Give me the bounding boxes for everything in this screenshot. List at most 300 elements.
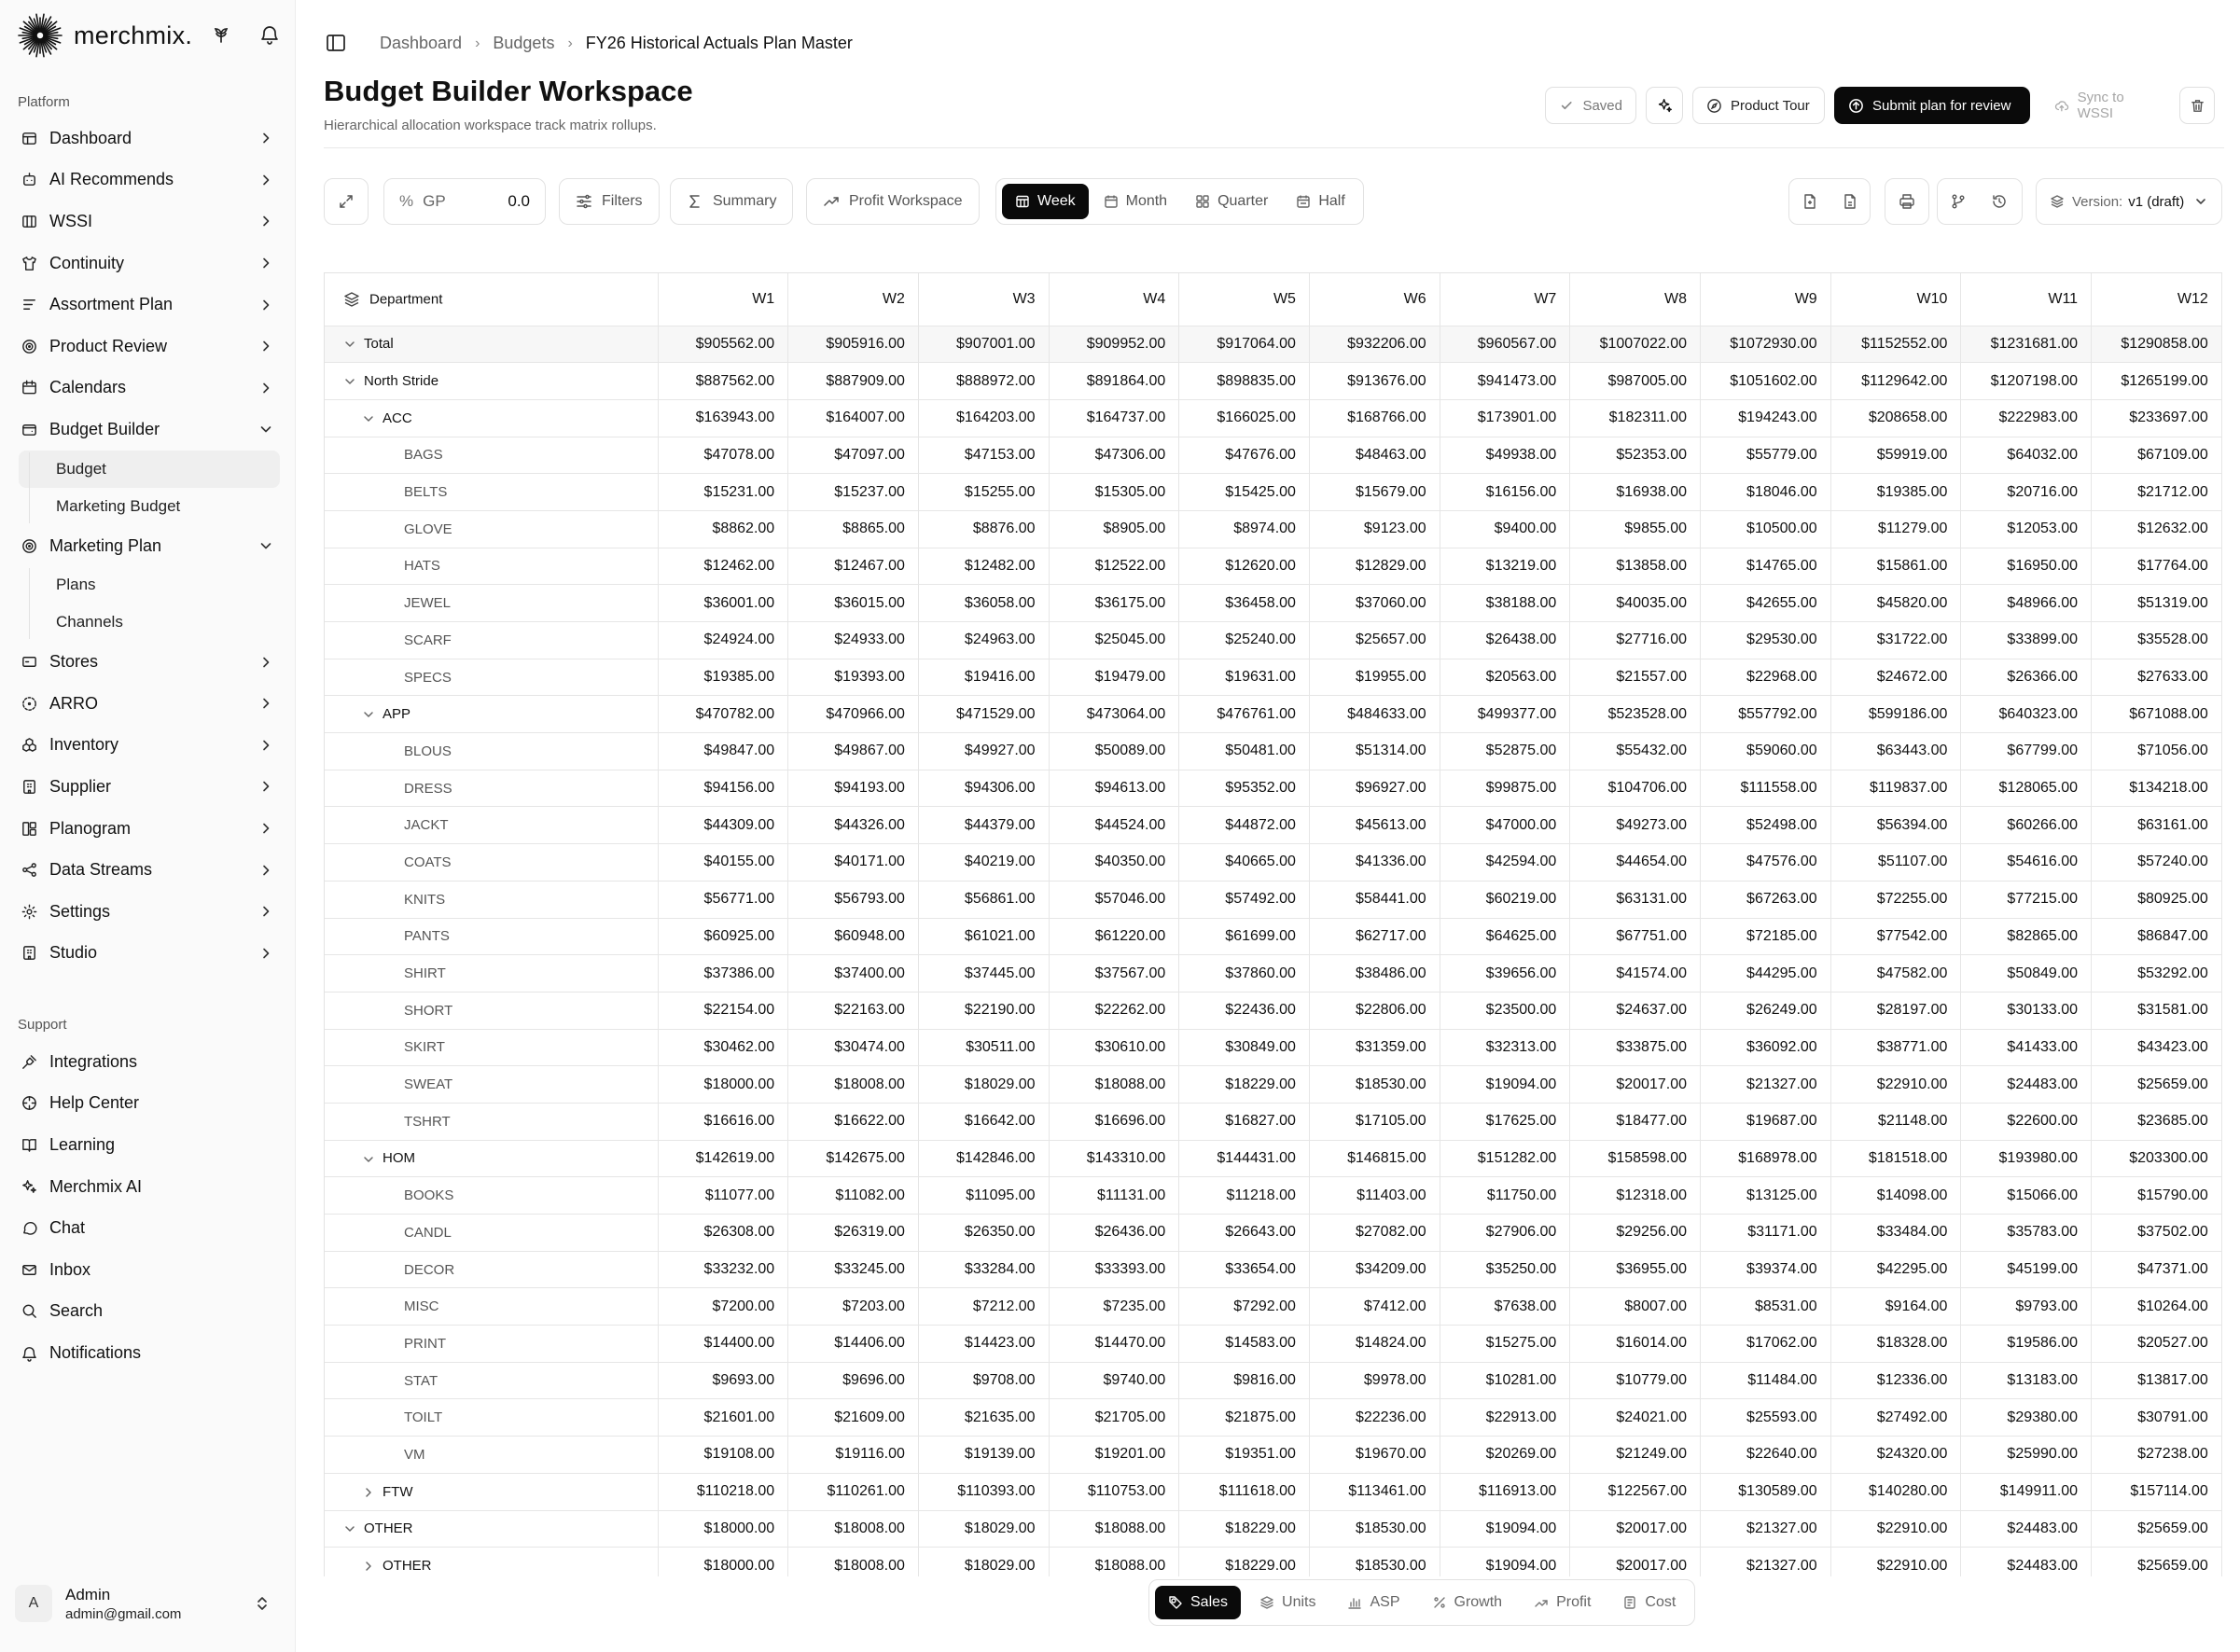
table-cell[interactable]: $110753.00 — [1049, 1473, 1179, 1510]
table-row[interactable] — [325, 1103, 2221, 1140]
table-cell[interactable]: $14400.00 — [658, 1326, 788, 1363]
table-cell[interactable]: $47371.00 — [2092, 1251, 2222, 1288]
table-cell[interactable]: $44654.00 — [1570, 844, 1701, 882]
table-cell[interactable]: $21609.00 — [788, 1399, 919, 1437]
table-cell[interactable]: $32313.00 — [1440, 1029, 1570, 1066]
bell-icon[interactable] — [256, 21, 284, 49]
table-cell[interactable]: $104706.00 — [1570, 770, 1701, 807]
table-cell[interactable]: $10264.00 — [2092, 1288, 2222, 1326]
table-cell[interactable]: $14824.00 — [1309, 1326, 1440, 1363]
sidebar-item-data-streams[interactable] — [9, 849, 286, 891]
table-cell[interactable]: $21327.00 — [1701, 1548, 1831, 1576]
sidebar-item-studio[interactable] — [9, 933, 286, 975]
caret-right-icon[interactable] — [362, 1560, 375, 1573]
table-cell[interactable]: $15425.00 — [1179, 474, 1310, 511]
sidebar-item-stores[interactable] — [9, 641, 286, 683]
table-row[interactable] — [325, 1066, 2221, 1104]
table-cell[interactable]: $19670.00 — [1309, 1437, 1440, 1474]
table-cell[interactable]: $36175.00 — [1049, 585, 1179, 622]
table-cell[interactable]: $51314.00 — [1309, 733, 1440, 770]
table-cell[interactable]: $37386.00 — [658, 955, 788, 993]
table-cell[interactable]: $12336.00 — [1830, 1362, 1961, 1399]
table-cell[interactable]: $41433.00 — [1961, 1029, 2092, 1066]
table-cell[interactable]: $50481.00 — [1179, 733, 1310, 770]
table-cell[interactable]: $484633.00 — [1309, 696, 1440, 733]
caret-down-icon[interactable] — [343, 375, 356, 388]
table-cell[interactable]: $119837.00 — [1830, 770, 1961, 807]
table-cell[interactable]: $77215.00 — [1961, 881, 2092, 918]
table-cell[interactable]: $18000.00 — [658, 1548, 788, 1576]
table-cell[interactable]: $37445.00 — [918, 955, 1049, 993]
metric-tab-asp[interactable] — [1334, 1586, 1412, 1619]
table-cell[interactable]: $20017.00 — [1570, 1066, 1701, 1104]
table-cell[interactable]: $67799.00 — [1961, 733, 2092, 770]
sidebar-toggle-icon[interactable] — [325, 32, 347, 54]
table-cell[interactable]: $11484.00 — [1701, 1362, 1831, 1399]
table-cell[interactable]: $30791.00 — [2092, 1399, 2222, 1437]
table-cell[interactable]: $49867.00 — [788, 733, 919, 770]
table-cell[interactable]: $49273.00 — [1570, 807, 1701, 844]
table-cell[interactable]: $146815.00 — [1309, 1140, 1440, 1177]
table-cell[interactable]: $168978.00 — [1701, 1140, 1831, 1177]
table-row[interactable] — [325, 474, 2221, 511]
table-cell[interactable]: $24483.00 — [1961, 1510, 2092, 1548]
table-row[interactable] — [325, 1548, 2221, 1576]
table-cell[interactable]: $142675.00 — [788, 1140, 919, 1177]
table-cell[interactable]: $44524.00 — [1049, 807, 1179, 844]
table-cell[interactable]: $9855.00 — [1570, 510, 1701, 548]
table-row[interactable] — [325, 1140, 2221, 1177]
table-cell[interactable]: $1007022.00 — [1570, 326, 1701, 363]
table-cell[interactable]: $36458.00 — [1179, 585, 1310, 622]
table-cell[interactable]: $57492.00 — [1179, 881, 1310, 918]
sidebar-item-inbox[interactable] — [9, 1249, 286, 1291]
table-cell[interactable]: $22910.00 — [1830, 1066, 1961, 1104]
table-cell[interactable]: $164737.00 — [1049, 399, 1179, 437]
table-cell[interactable]: $499377.00 — [1440, 696, 1570, 733]
table-cell[interactable]: $40155.00 — [658, 844, 788, 882]
table-cell[interactable]: $22163.00 — [788, 992, 919, 1029]
column-header-w11[interactable]: W11 — [1961, 273, 2092, 326]
table-cell[interactable]: $36015.00 — [788, 585, 919, 622]
table-cell[interactable]: $8007.00 — [1570, 1288, 1701, 1326]
table-cell[interactable]: $17105.00 — [1309, 1103, 1440, 1140]
table-cell[interactable]: $13817.00 — [2092, 1362, 2222, 1399]
table-cell[interactable]: $67263.00 — [1701, 881, 1831, 918]
table-cell[interactable]: $16696.00 — [1049, 1103, 1179, 1140]
column-header-w5[interactable]: W5 — [1179, 273, 1310, 326]
table-cell[interactable]: $61220.00 — [1049, 918, 1179, 955]
sidebar-item-planogram[interactable] — [9, 808, 286, 850]
table-cell[interactable]: $134218.00 — [2092, 770, 2222, 807]
table-cell[interactable]: $19416.00 — [918, 659, 1049, 696]
table-cell[interactable]: $19631.00 — [1179, 659, 1310, 696]
table-cell[interactable]: $14423.00 — [918, 1326, 1049, 1363]
metric-tab-profit[interactable] — [1521, 1586, 1604, 1619]
table-cell[interactable]: $9708.00 — [918, 1362, 1049, 1399]
table-cell[interactable]: $18088.00 — [1049, 1548, 1179, 1576]
sidebar-item-ai-recommends[interactable] — [9, 160, 286, 201]
table-row[interactable] — [325, 1029, 2221, 1066]
table-cell[interactable]: $31171.00 — [1701, 1215, 1831, 1252]
branch-icon[interactable] — [1938, 179, 1979, 224]
table-cell[interactable]: $19201.00 — [1049, 1437, 1179, 1474]
table-cell[interactable]: $26366.00 — [1961, 659, 2092, 696]
sidebar-subitem-marketing-budget[interactable]: Marketing Budget — [56, 496, 181, 515]
table-cell[interactable]: $24320.00 — [1830, 1437, 1961, 1474]
table-cell[interactable]: $471529.00 — [918, 696, 1049, 733]
print-button[interactable] — [1885, 178, 1929, 225]
table-cell[interactable]: $18000.00 — [658, 1066, 788, 1104]
table-cell[interactable]: $470782.00 — [658, 696, 788, 733]
table-cell[interactable]: $59060.00 — [1701, 733, 1831, 770]
table-cell[interactable]: $233697.00 — [2092, 399, 2222, 437]
table-cell[interactable]: $49938.00 — [1440, 437, 1570, 474]
department-header[interactable] — [325, 273, 658, 326]
table-cell[interactable]: $19094.00 — [1440, 1510, 1570, 1548]
sidebar-item-search[interactable] — [9, 1291, 286, 1333]
export-pdf-icon[interactable] — [1830, 179, 1870, 224]
table-row[interactable] — [325, 1473, 2221, 1510]
column-header-w2[interactable]: W2 — [788, 273, 919, 326]
table-cell[interactable]: $26249.00 — [1701, 992, 1831, 1029]
table-cell[interactable]: $47078.00 — [658, 437, 788, 474]
table-cell[interactable]: $33393.00 — [1049, 1251, 1179, 1288]
table-cell[interactable]: $36001.00 — [658, 585, 788, 622]
table-cell[interactable]: $37502.00 — [2092, 1215, 2222, 1252]
table-cell[interactable]: $47582.00 — [1830, 955, 1961, 993]
table-cell[interactable]: $25593.00 — [1701, 1399, 1831, 1437]
table-cell[interactable]: $25657.00 — [1309, 622, 1440, 659]
table-cell[interactable]: $33284.00 — [918, 1251, 1049, 1288]
metric-tab-cost[interactable] — [1609, 1586, 1689, 1619]
table-cell[interactable]: $7200.00 — [658, 1288, 788, 1326]
table-cell[interactable]: $18530.00 — [1309, 1548, 1440, 1576]
table-cell[interactable]: $17764.00 — [2092, 548, 2222, 585]
table-cell[interactable]: $23500.00 — [1440, 992, 1570, 1029]
table-cell[interactable]: $44872.00 — [1179, 807, 1310, 844]
table-cell[interactable]: $59919.00 — [1830, 437, 1961, 474]
table-cell[interactable]: $8865.00 — [788, 510, 919, 548]
table-cell[interactable]: $64032.00 — [1961, 437, 2092, 474]
table-cell[interactable]: $10779.00 — [1570, 1362, 1701, 1399]
table-cell[interactable]: $55432.00 — [1570, 733, 1701, 770]
table-cell[interactable]: $22600.00 — [1961, 1103, 2092, 1140]
table-cell[interactable]: $30511.00 — [918, 1029, 1049, 1066]
table-cell[interactable]: $40219.00 — [918, 844, 1049, 882]
table-cell[interactable]: $15305.00 — [1049, 474, 1179, 511]
table-cell[interactable]: $599186.00 — [1830, 696, 1961, 733]
table-cell[interactable]: $1072930.00 — [1701, 326, 1831, 363]
table-cell[interactable]: $40665.00 — [1179, 844, 1310, 882]
table-cell[interactable]: $11077.00 — [658, 1177, 788, 1215]
table-row[interactable] — [325, 1251, 2221, 1288]
profit-workspace-button[interactable] — [806, 178, 980, 225]
delete-button[interactable] — [2179, 87, 2215, 124]
table-cell[interactable]: $142846.00 — [918, 1140, 1049, 1177]
table-cell[interactable]: $19393.00 — [788, 659, 919, 696]
table-cell[interactable]: $1231681.00 — [1961, 326, 2092, 363]
caret-down-icon[interactable] — [362, 1153, 375, 1166]
table-cell[interactable]: $36058.00 — [918, 585, 1049, 622]
table-cell[interactable]: $158598.00 — [1570, 1140, 1701, 1177]
table-cell[interactable]: $45199.00 — [1961, 1251, 2092, 1288]
table-cell[interactable]: $27492.00 — [1830, 1399, 1961, 1437]
table-row[interactable] — [325, 992, 2221, 1029]
table-cell[interactable]: $94613.00 — [1049, 770, 1179, 807]
table-cell[interactable]: $49847.00 — [658, 733, 788, 770]
table-cell[interactable]: $35528.00 — [2092, 622, 2222, 659]
table-cell[interactable]: $35250.00 — [1440, 1251, 1570, 1288]
table-cell[interactable]: $7412.00 — [1309, 1288, 1440, 1326]
table-cell[interactable]: $16938.00 — [1570, 474, 1701, 511]
table-cell[interactable]: $43423.00 — [2092, 1029, 2222, 1066]
table-cell[interactable]: $1290858.00 — [2092, 326, 2222, 363]
table-cell[interactable]: $30610.00 — [1049, 1029, 1179, 1066]
table-cell[interactable]: $23685.00 — [2092, 1103, 2222, 1140]
table-cell[interactable]: $111618.00 — [1179, 1473, 1310, 1510]
table-cell[interactable]: $12482.00 — [918, 548, 1049, 585]
table-cell[interactable]: $45613.00 — [1309, 807, 1440, 844]
table-cell[interactable]: $21705.00 — [1049, 1399, 1179, 1437]
table-cell[interactable]: $71056.00 — [2092, 733, 2222, 770]
table-cell[interactable]: $128065.00 — [1961, 770, 2092, 807]
metric-tab-growth[interactable] — [1419, 1586, 1516, 1619]
column-header-w12[interactable]: W12 — [2092, 273, 2222, 326]
table-cell[interactable]: $12053.00 — [1961, 510, 2092, 548]
table-cell[interactable]: $21327.00 — [1701, 1510, 1831, 1548]
table-cell[interactable]: $21249.00 — [1570, 1437, 1701, 1474]
sidebar-item-wssi[interactable] — [9, 201, 286, 243]
table-row[interactable] — [325, 770, 2221, 807]
table-cell[interactable]: $110261.00 — [788, 1473, 919, 1510]
table-cell[interactable]: $9400.00 — [1440, 510, 1570, 548]
table-cell[interactable]: $987005.00 — [1570, 363, 1701, 400]
table-cell[interactable]: $42655.00 — [1701, 585, 1831, 622]
metric-tab-units[interactable] — [1246, 1586, 1329, 1619]
table-cell[interactable]: $19385.00 — [658, 659, 788, 696]
table-cell[interactable]: $53292.00 — [2092, 955, 2222, 993]
table-cell[interactable]: $51107.00 — [1830, 844, 1961, 882]
table-cell[interactable]: $19955.00 — [1309, 659, 1440, 696]
table-cell[interactable]: $671088.00 — [2092, 696, 2222, 733]
table-cell[interactable]: $15861.00 — [1830, 548, 1961, 585]
table-cell[interactable]: $33875.00 — [1570, 1029, 1701, 1066]
table-cell[interactable]: $9793.00 — [1961, 1288, 2092, 1326]
table-cell[interactable]: $8876.00 — [918, 510, 1049, 548]
breadcrumb-budgets[interactable]: Budgets — [493, 34, 555, 52]
table-cell[interactable]: $111558.00 — [1701, 770, 1831, 807]
table-cell[interactable]: $22910.00 — [1830, 1548, 1961, 1576]
table-cell[interactable]: $61021.00 — [918, 918, 1049, 955]
export-file-icon[interactable] — [1789, 179, 1830, 224]
table-cell[interactable]: $1152552.00 — [1830, 326, 1961, 363]
table-cell[interactable]: $21635.00 — [918, 1399, 1049, 1437]
table-cell[interactable]: $15679.00 — [1309, 474, 1440, 511]
table-cell[interactable]: $476761.00 — [1179, 696, 1310, 733]
table-cell[interactable]: $18088.00 — [1049, 1066, 1179, 1104]
table-cell[interactable]: $15790.00 — [2092, 1177, 2222, 1215]
table-cell[interactable]: $11750.00 — [1440, 1177, 1570, 1215]
sidebar-item-budget-builder[interactable] — [9, 409, 286, 451]
table-cell[interactable]: $54616.00 — [1961, 844, 2092, 882]
table-cell[interactable]: $164007.00 — [788, 399, 919, 437]
table-cell[interactable]: $26643.00 — [1179, 1215, 1310, 1252]
table-cell[interactable]: $24672.00 — [1830, 659, 1961, 696]
table-cell[interactable]: $19108.00 — [658, 1437, 788, 1474]
table-cell[interactable]: $27082.00 — [1309, 1215, 1440, 1252]
table-cell[interactable]: $60948.00 — [788, 918, 919, 955]
table-cell[interactable]: $17625.00 — [1440, 1103, 1570, 1140]
sidebar-item-integrations[interactable] — [9, 1041, 286, 1083]
table-cell[interactable]: $47000.00 — [1440, 807, 1570, 844]
table-cell[interactable]: $891864.00 — [1049, 363, 1179, 400]
caret-right-icon[interactable] — [362, 1486, 375, 1499]
table-cell[interactable]: $58441.00 — [1309, 881, 1440, 918]
sidebar-item-product-review[interactable] — [9, 326, 286, 368]
table-cell[interactable]: $9816.00 — [1179, 1362, 1310, 1399]
column-header-w7[interactable]: W7 — [1440, 273, 1570, 326]
table-row[interactable] — [325, 437, 2221, 474]
sidebar-item-arro[interactable] — [9, 683, 286, 725]
sidebar-item-calendars[interactable] — [9, 368, 286, 410]
table-cell[interactable]: $29256.00 — [1570, 1215, 1701, 1252]
table-row[interactable] — [325, 1177, 2221, 1215]
sidebar-subitem-plans[interactable]: Plans — [56, 576, 96, 594]
table-row[interactable] — [325, 548, 2221, 585]
table-cell[interactable]: $52498.00 — [1701, 807, 1831, 844]
table-cell[interactable]: $18530.00 — [1309, 1510, 1440, 1548]
table-cell[interactable]: $27633.00 — [2092, 659, 2222, 696]
table-cell[interactable]: $99875.00 — [1440, 770, 1570, 807]
table-cell[interactable]: $470966.00 — [788, 696, 919, 733]
user-menu[interactable] — [15, 1577, 284, 1630]
table-cell[interactable]: $19385.00 — [1830, 474, 1961, 511]
table-cell[interactable]: $40171.00 — [788, 844, 919, 882]
column-header-w8[interactable]: W8 — [1570, 273, 1701, 326]
table-cell[interactable]: $140280.00 — [1830, 1473, 1961, 1510]
period-half[interactable] — [1283, 184, 1357, 219]
table-cell[interactable]: $905916.00 — [788, 326, 919, 363]
column-header-w3[interactable]: W3 — [918, 273, 1049, 326]
table-cell[interactable]: $57240.00 — [2092, 844, 2222, 882]
period-month[interactable] — [1091, 184, 1180, 219]
table-cell[interactable]: $21601.00 — [658, 1399, 788, 1437]
table-row[interactable] — [325, 881, 2221, 918]
column-header-w9[interactable]: W9 — [1701, 273, 1831, 326]
table-cell[interactable]: $26319.00 — [788, 1215, 919, 1252]
table-cell[interactable]: $21712.00 — [2092, 474, 2222, 511]
table-cell[interactable]: $94306.00 — [918, 770, 1049, 807]
table-cell[interactable]: $26308.00 — [658, 1215, 788, 1252]
column-header-w6[interactable]: W6 — [1309, 273, 1440, 326]
table-cell[interactable]: $37860.00 — [1179, 955, 1310, 993]
table-cell[interactable]: $24637.00 — [1570, 992, 1701, 1029]
table-cell[interactable]: $44309.00 — [658, 807, 788, 844]
table-cell[interactable]: $64625.00 — [1440, 918, 1570, 955]
table-cell[interactable]: $18229.00 — [1179, 1066, 1310, 1104]
table-row[interactable] — [325, 363, 2221, 400]
table-cell[interactable]: $7638.00 — [1440, 1288, 1570, 1326]
table-cell[interactable]: $8974.00 — [1179, 510, 1310, 548]
sidebar-item-supplier[interactable] — [9, 766, 286, 808]
table-cell[interactable]: $37567.00 — [1049, 955, 1179, 993]
table-cell[interactable]: $48463.00 — [1309, 437, 1440, 474]
table-cell[interactable]: $12620.00 — [1179, 548, 1310, 585]
table-cell[interactable]: $29380.00 — [1961, 1399, 2092, 1437]
table-cell[interactable]: $7212.00 — [918, 1288, 1049, 1326]
sidebar-item-inventory[interactable] — [9, 725, 286, 767]
table-cell[interactable]: $19139.00 — [918, 1437, 1049, 1474]
table-cell[interactable]: $22236.00 — [1309, 1399, 1440, 1437]
table-row[interactable] — [325, 622, 2221, 659]
table-cell[interactable]: $1129642.00 — [1830, 363, 1961, 400]
table-row[interactable] — [325, 399, 2221, 437]
table-cell[interactable]: $31581.00 — [2092, 992, 2222, 1029]
table-cell[interactable]: $557792.00 — [1701, 696, 1831, 733]
table-cell[interactable]: $21148.00 — [1830, 1103, 1961, 1140]
table-cell[interactable]: $40035.00 — [1570, 585, 1701, 622]
table-cell[interactable]: $61699.00 — [1179, 918, 1310, 955]
table-cell[interactable]: $30474.00 — [788, 1029, 919, 1066]
table-cell[interactable]: $29530.00 — [1701, 622, 1831, 659]
table-cell[interactable]: $11082.00 — [788, 1177, 919, 1215]
table-row[interactable] — [325, 1437, 2221, 1474]
sidebar-item-notifications[interactable] — [9, 1332, 286, 1374]
column-header-w1[interactable]: W1 — [658, 273, 788, 326]
table-cell[interactable]: $15237.00 — [788, 474, 919, 511]
table-cell[interactable]: $47676.00 — [1179, 437, 1310, 474]
table-cell[interactable]: $25990.00 — [1961, 1437, 2092, 1474]
table-cell[interactable]: $20269.00 — [1440, 1437, 1570, 1474]
table-cell[interactable]: $22154.00 — [658, 992, 788, 1029]
table-cell[interactable]: $31722.00 — [1830, 622, 1961, 659]
table-cell[interactable]: $31359.00 — [1309, 1029, 1440, 1066]
sidebar-item-help-center[interactable] — [9, 1083, 286, 1125]
table-cell[interactable]: $25659.00 — [2092, 1548, 2222, 1576]
table-cell[interactable]: $21327.00 — [1701, 1066, 1831, 1104]
table-cell[interactable]: $18029.00 — [918, 1066, 1049, 1104]
table-cell[interactable]: $36955.00 — [1570, 1251, 1701, 1288]
sidebar-subitem-budget[interactable]: Budget — [19, 451, 280, 488]
table-cell[interactable]: $14406.00 — [788, 1326, 919, 1363]
table-cell[interactable]: $10500.00 — [1701, 510, 1831, 548]
table-cell[interactable]: $33232.00 — [658, 1251, 788, 1288]
table-cell[interactable]: $18000.00 — [658, 1510, 788, 1548]
product-tour-button[interactable] — [1692, 87, 1825, 124]
table-cell[interactable]: $94156.00 — [658, 770, 788, 807]
table-cell[interactable]: $1051602.00 — [1701, 363, 1831, 400]
table-cell[interactable]: $473064.00 — [1049, 696, 1179, 733]
table-cell[interactable]: $110393.00 — [918, 1473, 1049, 1510]
period-quarter[interactable] — [1182, 184, 1281, 219]
table-cell[interactable]: $20716.00 — [1961, 474, 2092, 511]
table-cell[interactable]: $12467.00 — [788, 548, 919, 585]
table-cell[interactable]: $11218.00 — [1179, 1177, 1310, 1215]
table-cell[interactable]: $30133.00 — [1961, 992, 2092, 1029]
table-row[interactable] — [325, 1326, 2221, 1363]
table-cell[interactable]: $37400.00 — [788, 955, 919, 993]
table-cell[interactable]: $142619.00 — [658, 1140, 788, 1177]
table-cell[interactable]: $63161.00 — [2092, 807, 2222, 844]
table-cell[interactable]: $56394.00 — [1830, 807, 1961, 844]
sidebar-item-learning[interactable] — [9, 1124, 286, 1166]
period-week[interactable] — [1002, 184, 1089, 219]
breadcrumb-dashboard[interactable]: Dashboard — [380, 34, 463, 52]
table-cell[interactable]: $13183.00 — [1961, 1362, 2092, 1399]
table-cell[interactable]: $907001.00 — [918, 326, 1049, 363]
table-cell[interactable]: $24924.00 — [658, 622, 788, 659]
